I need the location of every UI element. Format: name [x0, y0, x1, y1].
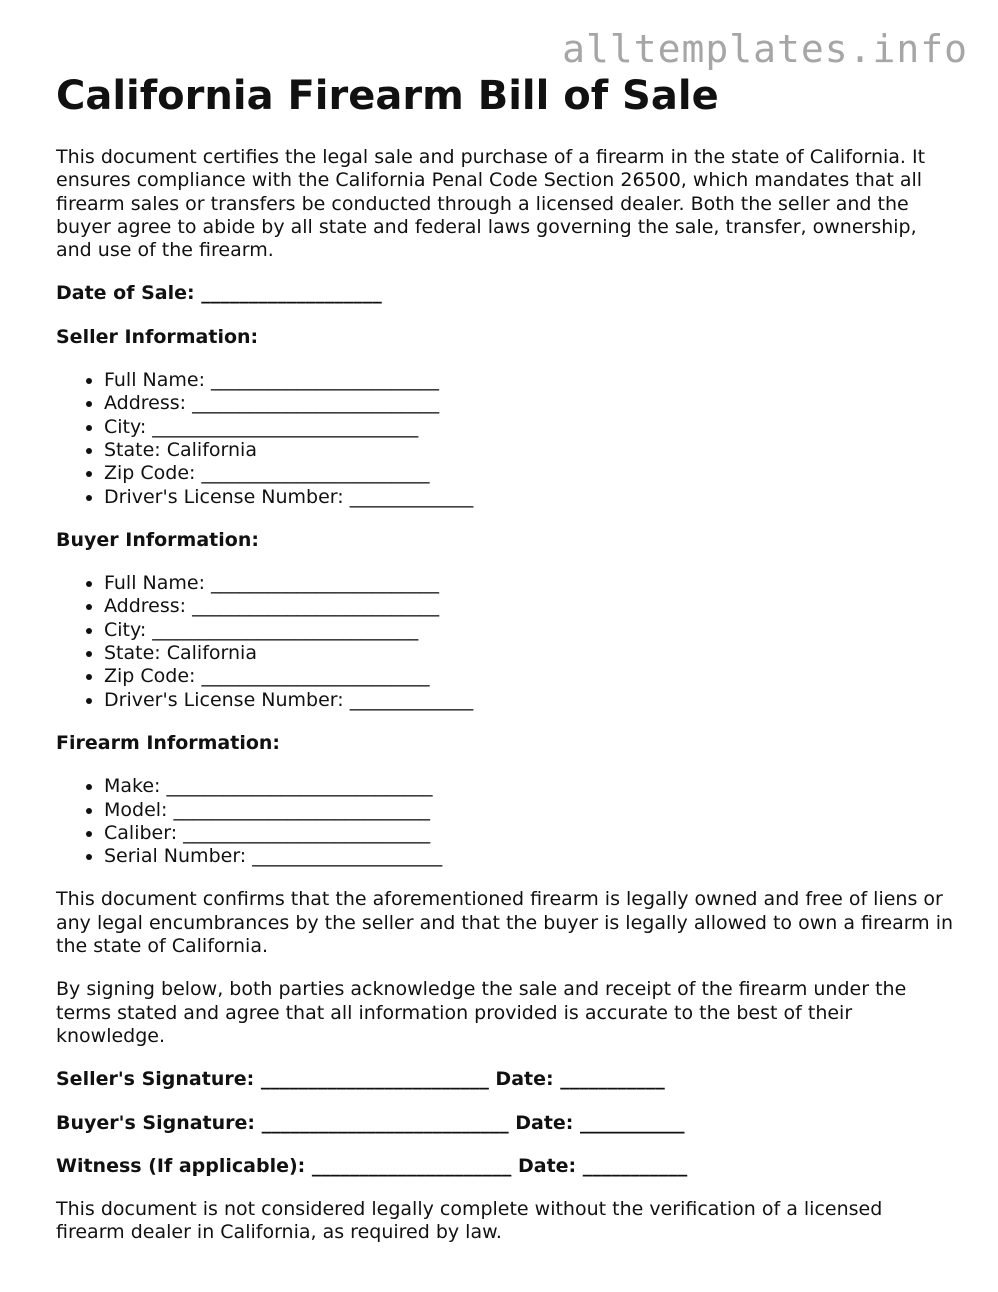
firearm-serial-number-field[interactable]: • Serial Number: ____________________ [104, 845, 956, 868]
buyer-information-list [56, 572, 956, 712]
confirmation-paragraph: This document confirms that the aforementioned firearm is legally owned and free of liens or any legal encumbrances by the seller and that the buyer is legally allowed to own a firearm in the state of California. [56, 888, 954, 958]
buyer-zip-code-field[interactable]: • Zip Code: ________________________ [104, 665, 956, 688]
buyer-address-field[interactable]: • Address: __________________________ [104, 595, 956, 618]
seller-information-list [56, 369, 956, 509]
firearm-information-heading: Firearm Information: [56, 731, 281, 754]
buyer-city-field[interactable]: • City: ____________________________ [104, 619, 956, 642]
buyer-drivers-license-field[interactable]: • Driver's License Number: _____________ [104, 689, 956, 712]
firearm-caliber-field[interactable]: • Caliber: __________________________ [104, 822, 956, 845]
seller-drivers-license-field[interactable]: • Driver's License Number: _____________ [104, 486, 956, 509]
firearm-model-field[interactable]: • Model: ___________________________ [104, 799, 956, 822]
seller-information-heading: Seller Information: [56, 325, 259, 348]
buyer-signature-line[interactable]: Buyer's Signature: __________________________ Date: ___________ [56, 1111, 685, 1134]
buyer-state-field: • State: California [104, 642, 956, 665]
seller-signature-line[interactable]: Seller's Signature: ________________________ Date: ___________ [56, 1068, 665, 1091]
buyer-full-name-field[interactable]: • Full Name: ________________________ [104, 572, 956, 595]
legal-completion-note: This document is not considered legally complete without the verification of a licensed firearm dealer in California, as required by law. [56, 1198, 883, 1244]
seller-state-field: • State: California [104, 439, 956, 462]
seller-city-field[interactable]: • City: ____________________________ [104, 416, 956, 439]
intro-paragraph: This document certifies the legal sale and purchase of a firearm in the state of California. It ensures compliance with the California Penal Code Section 26500, which mandates that all firearm sales or transfers be conducted through a licensed dealer. Both the seller and the buyer agree to abide by all state and federal laws governing the sale, transfer, ownership, and use of the firearm. [56, 146, 926, 262]
watermark-text: alltemplates.info [562, 27, 968, 71]
date-of-sale-field[interactable]: Date of Sale: ___________________ [56, 282, 382, 305]
buyer-information-heading: Buyer Information: [56, 528, 259, 551]
acknowledgement-paragraph: By signing below, both parties acknowledge the sale and receipt of the firearm under the terms stated and agree that all information provided is accurate to the best of their knowledge. [56, 978, 907, 1047]
document-page [56, 72, 956, 1245]
witness-signature-line[interactable]: Witness (If applicable): _____________________ Date: ___________ [56, 1154, 688, 1177]
seller-zip-code-field[interactable]: • Zip Code: ________________________ [104, 462, 956, 485]
seller-full-name-field[interactable]: • Full Name: ________________________ [104, 369, 956, 392]
firearm-make-field[interactable]: • Make: ____________________________ [104, 775, 956, 798]
seller-address-field[interactable]: • Address: __________________________ [104, 392, 956, 415]
firearm-information-list [56, 775, 956, 868]
document-title: California Firearm Bill of Sale [56, 73, 719, 119]
